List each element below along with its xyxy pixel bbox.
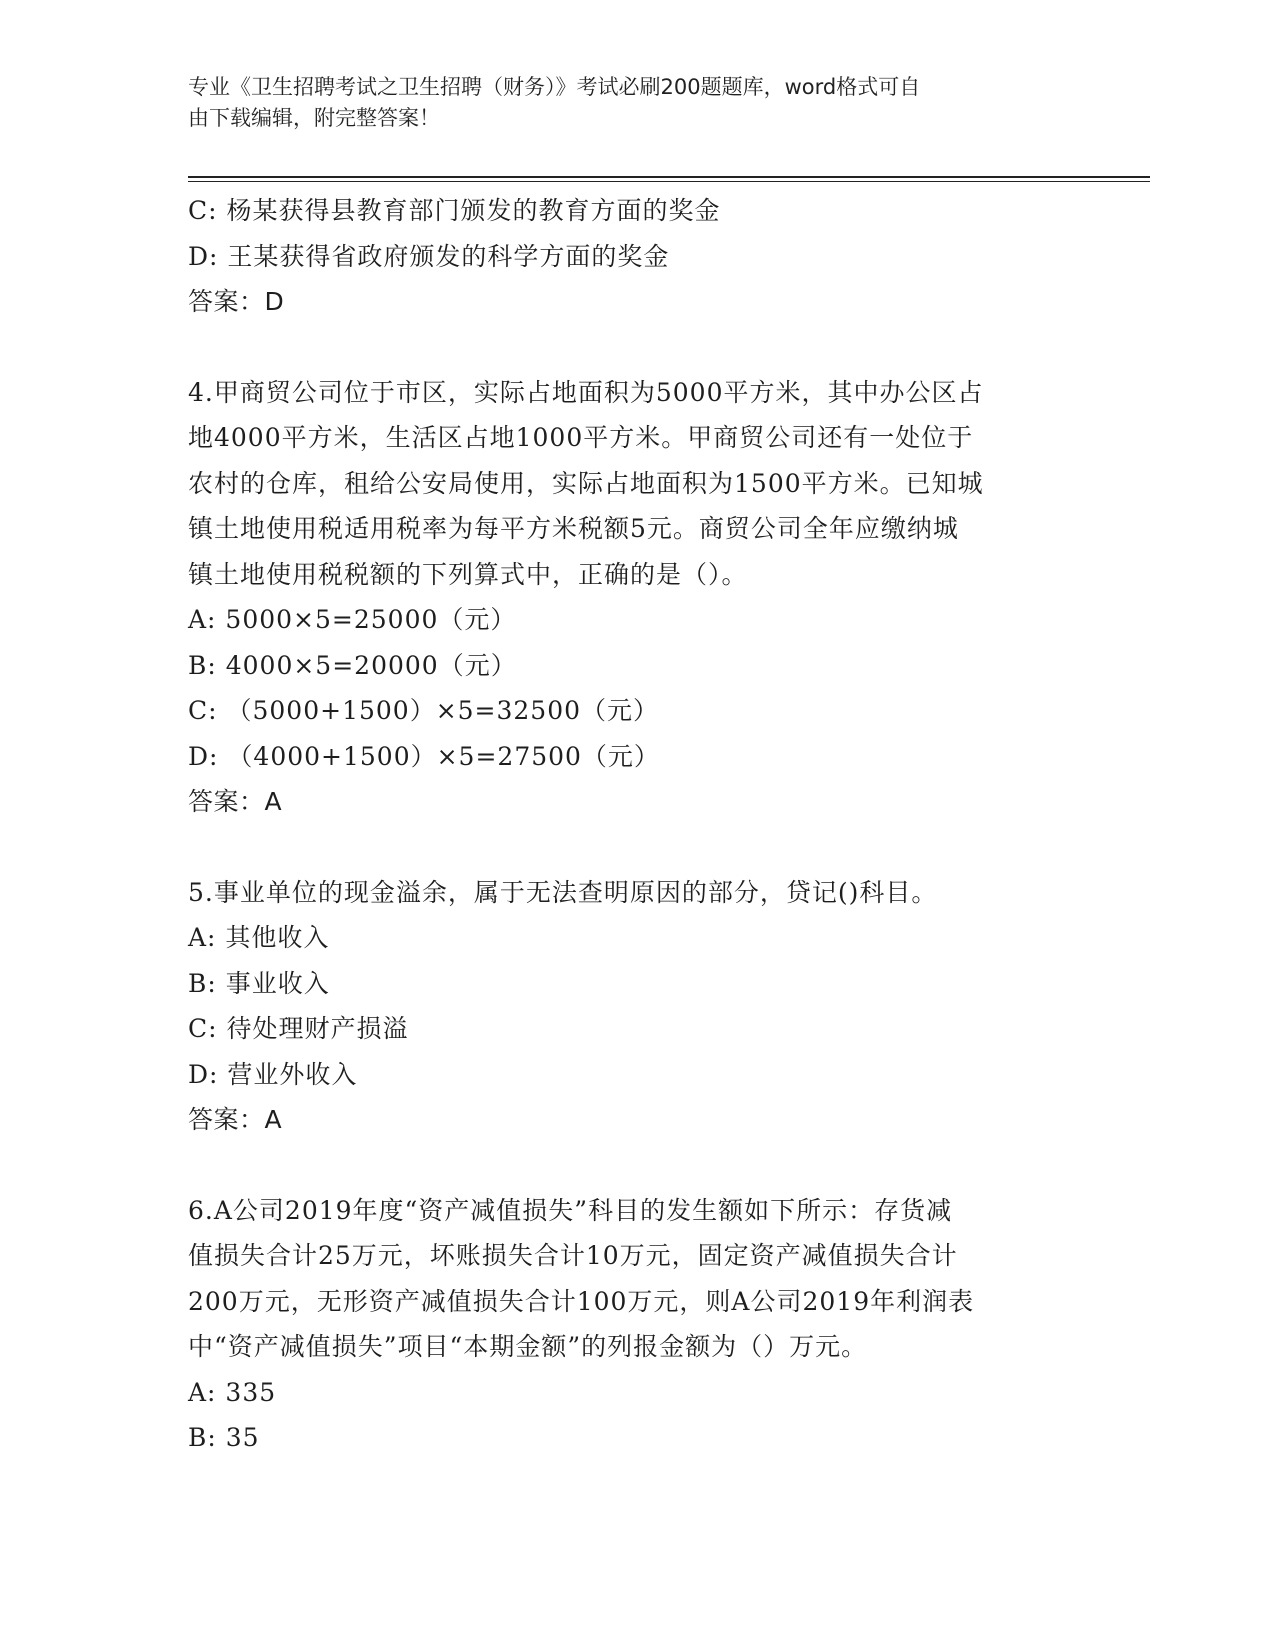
- document-header: [188, 72, 1088, 134]
- question-stem-line: 镇土地使用税税额的下列算式中，正确的是（）。: [188, 559, 748, 589]
- question-stem-line: 镇土地使用税适用税率为每平方米税额5元。商贸公司全年应缴纳城: [188, 514, 959, 543]
- question-stem-line: 值损失合计25万元，坏账损失合计10万元，固定资产减值损失合计: [188, 1241, 958, 1270]
- header-line-2: 由下载编辑，附完整答案！: [188, 106, 440, 130]
- option-c: C: （5000+1500）×5=32500（元）: [188, 696, 660, 725]
- question-3: [188, 188, 1088, 325]
- spacer: [188, 325, 1088, 370]
- header-line-1: 专业《卫生招聘考试之卫生招聘（财务）》考试必刷200题题库，word格式可自: [188, 75, 921, 99]
- divider-thin: [188, 181, 1150, 182]
- spacer: [188, 1143, 1088, 1188]
- question-stem-line: 地4000平方米，生活区占地1000平方米。甲商贸公司还有一处位于: [188, 423, 974, 452]
- option-d: D: 营业外收入: [188, 1059, 358, 1089]
- question-4: [188, 370, 1088, 825]
- option-b: B: 事业收入: [188, 968, 330, 998]
- option-a: A: 5000×5=25000（元）: [188, 605, 517, 634]
- question-5: [188, 870, 1088, 1143]
- question-stem-line: 中“资产减值损失”项目“本期金额”的列报金额为（）万元。: [188, 1332, 868, 1361]
- answer-label: 答案：A: [188, 1105, 283, 1134]
- question-stem-line: 200万元，无形资产减值损失合计100万元，则A公司2019年利润表: [188, 1286, 975, 1316]
- divider-thick: [188, 176, 1150, 178]
- answer-label: 答案：A: [188, 787, 283, 816]
- option-b: B: 4000×5=20000（元）: [188, 650, 517, 680]
- option-d: D: （4000+1500）×5=27500（元）: [188, 741, 660, 771]
- answer-label: 答案：D: [188, 287, 285, 316]
- question-stem-line: 4.甲商贸公司位于市区，实际占地面积为5000平方米，其中办公区占: [188, 377, 984, 407]
- question-stem-line: 5.事业单位的现金溢余，属于无法查明原因的部分，贷记()科目。: [188, 877, 938, 907]
- question-list: [188, 188, 1088, 1461]
- question-6: [188, 1188, 1088, 1461]
- option-a: A: 其他收入: [188, 923, 330, 952]
- spacer: [188, 825, 1088, 870]
- option-c: C: 杨某获得县教育部门颁发的教育方面的奖金: [188, 196, 721, 225]
- header-divider: [188, 176, 1150, 182]
- question-stem-line: 农村的仓库，租给公安局使用，实际占地面积为1500平方米。已知城: [188, 468, 984, 498]
- question-stem-line: 6.A公司2019年度“资产减值损失”科目的发生额如下所示：存货减: [188, 1195, 953, 1225]
- option-a: A: 335: [188, 1377, 277, 1407]
- option-b: B: 35: [188, 1423, 260, 1452]
- option-d: D: 王某获得省政府颁发的科学方面的奖金: [188, 241, 670, 271]
- option-c: C: 待处理财产损溢: [188, 1014, 409, 1043]
